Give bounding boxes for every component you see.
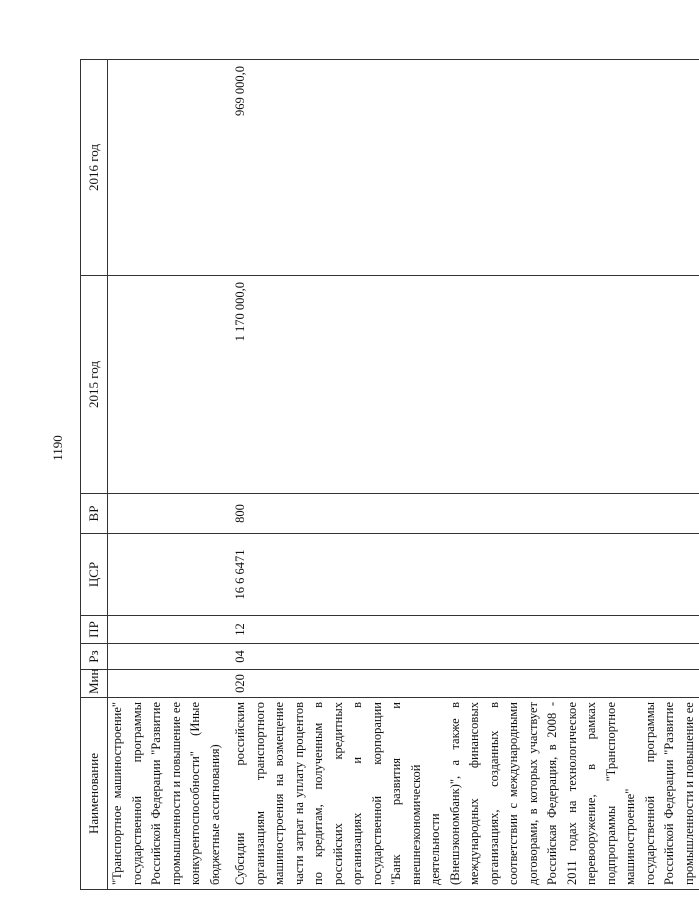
row-min	[108, 670, 226, 698]
table-header-row	[81, 60, 108, 890]
header-name: Наименование	[81, 698, 108, 890]
header-2016: 2016 год	[81, 60, 108, 276]
header-vr: ВР	[81, 494, 108, 534]
row-pr	[108, 616, 226, 644]
row-2015	[108, 276, 226, 494]
row-csr: 16 6 6471	[225, 534, 699, 616]
row-min: 020	[225, 670, 699, 698]
header-csr: ЦСР	[81, 534, 108, 616]
header-rz: Рз	[81, 644, 108, 670]
header-2015: 2015 год	[81, 276, 108, 494]
row-pr: 12	[225, 616, 699, 644]
row-rz	[108, 644, 226, 670]
rotated-table-sheet	[80, 60, 696, 890]
row-vr: 800	[225, 494, 699, 534]
row-2015: 1 170 000,0	[225, 276, 699, 494]
table-row	[225, 60, 699, 890]
budget-table	[80, 59, 699, 890]
table-row	[108, 60, 226, 890]
row-2016: 969 000,0	[225, 60, 699, 276]
row-rz: 04	[225, 644, 699, 670]
row-vr	[108, 494, 226, 534]
row-name: "Транспортное машиностроение" государственной программы Российской Федерации "Развитие промышленности и повышение ее конкурентоспособности" (Иные бюджетные ассигнования)	[108, 698, 226, 890]
row-csr	[108, 534, 226, 616]
page-number: 1190	[50, 435, 65, 461]
row-2016	[108, 60, 226, 276]
header-min: Мин	[81, 670, 108, 698]
row-name: Субсидии российским организациям транспортного машиностроения на возмещение части затрат на уплату процентов по кредитам, полученным в российских кредитных организациях и в государственной корпорации "Банк развития и внешнеэкономической деятельности (Внешэкономбанк)", а также в международных финансовых организациях, созданных в соответствии с международными договорами, в которых участвует Российская Федерация, в 2008 - 2011 годах на технологическое перевооружение, в рамках подпрограммы "Транспортное машиностроение" государственной программы Российской Федерации "Развитие промышленности и повышение ее	[225, 698, 699, 890]
header-pr: ПР	[81, 616, 108, 644]
